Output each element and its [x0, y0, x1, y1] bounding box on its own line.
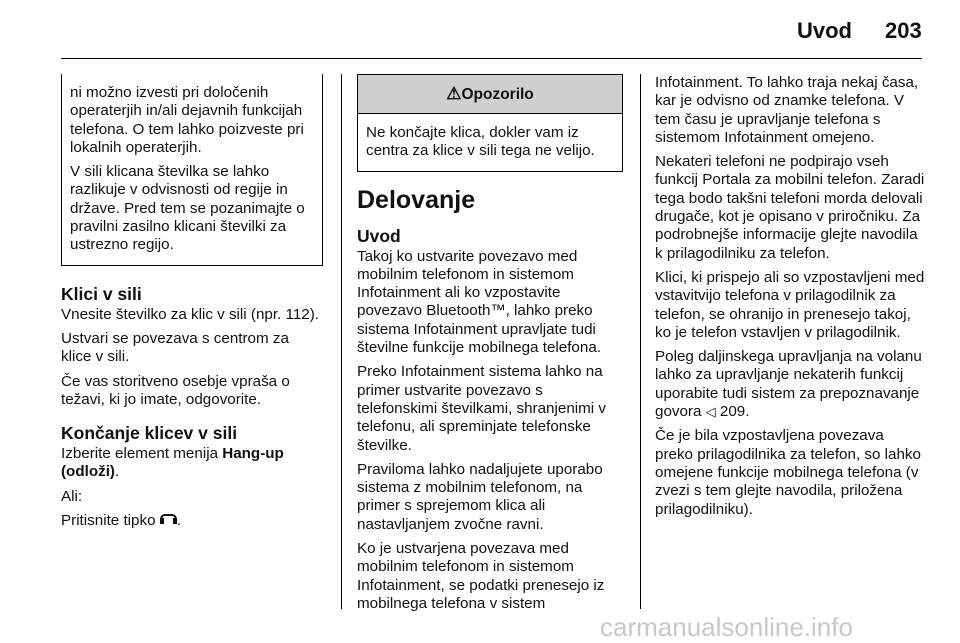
- column-1: [61, 74, 323, 536]
- paragraph: Ali:: [61, 487, 83, 505]
- paragraph: Infotainment. To lahko traja nekaj časa, kar je odvisno od znamke telefona. V tem času je upravljanje telefona s sistemom Infotainment omejeno.: [655, 74, 919, 146]
- warning-box: [357, 74, 623, 172]
- warning-title: Opozorilo: [461, 86, 534, 103]
- page-reference-link[interactable]: 209.: [715, 403, 750, 421]
- paragraph: Poleg daljinskega upravljanja na volanu lahko za upravljanje nekaterih funkcij uporabite tudi sistem za prepoznavanje govora ◁ 209.: [655, 348, 922, 421]
- column-2: [357, 74, 623, 619]
- warning-text: Ne končajte klica, dokler vam iz centra za klice v sili tega ne velijo.: [366, 124, 595, 160]
- warning-icon: ⚠: [446, 84, 462, 103]
- heading-klici-v-sili: Klici v sili: [61, 283, 142, 304]
- heading-delovanje: Delovanje: [357, 185, 476, 214]
- paragraph: Izberite element menija Hang-up (odloži).: [61, 445, 284, 481]
- paragraph: Preko Infotainment sistema lahko na primer ustvarite povezavo s telefonskimi številkami, shranjenimi v telefonu, ali spreminjate telefonske številke.: [357, 363, 606, 454]
- page-reference-arrow-icon: ◁: [705, 404, 716, 420]
- paragraph: Takoj ko ustvarite povezavo med mobilnim telefonom in sistemom Infotainment ali ko vzpostavite povezavo Bluetooth™, lahko preko sistema Infotainment upravljate tudi številne funkcije mobilnega telefona.: [357, 247, 601, 357]
- paragraph: Ustvari se povezava s centrom za klice v sili.: [61, 329, 289, 366]
- note-box: [61, 74, 323, 266]
- paragraph: Klici, ki prispejo ali so vzpostavljeni med vstavitvijo telefona v prilagodilnik za telefon, se ohranijo in prenesejo takoj, ko je telefon vstavljen v prilagodilnik.: [655, 268, 925, 341]
- paragraph: Praviloma lahko nadaljujete uporabo sistema z mobilnim telefonom, na primer s sprejemom klica ali nastavljanjem zvočne ravni.: [357, 460, 603, 533]
- header-rule: [61, 58, 922, 59]
- paragraph: Če je bila vzpostavljena povezava preko prilagodilnika za telefon, so lahko omejene funkcije mobilnega telefona (v zvezi s tem glejte navodila, priložena prilagodilniku).: [655, 427, 921, 518]
- column-3: [655, 74, 925, 525]
- paragraph: Pritisnite tipko .: [61, 512, 181, 530]
- heading-uvod: Uvod: [357, 225, 401, 246]
- column-separator: [640, 74, 641, 609]
- note-paragraph: ni možno izvesti pri določenih operaterjih in/ali dejavnih funkcijah telefona. O tem lahko poizveste pri lokalnih operaterjih.: [70, 84, 304, 156]
- note-paragraph: V sili klicana številka se lahko razlikuje v odvisnosti od regije in države. Pred tem se pozanimajte o pravilni zasilno klicani številki za ustrezno regijo.: [70, 163, 305, 254]
- heading-koncanje-klicev: Končanje klicev v sili: [61, 423, 238, 444]
- paragraph: Če vas storitveno osebje vpraša o težavi, ki jo imate, odgovorite.: [61, 372, 290, 408]
- warning-header: [358, 75, 622, 114]
- column-separator: [341, 74, 342, 609]
- page-header: [0, 0, 960, 60]
- phone-key-icon: [160, 514, 177, 526]
- paragraph: Nekateri telefoni ne podpirajo vseh funkcij Portala za mobilni telefon. Zaradi tega bodo takšni telefoni morda delovali drugače, kot je opisano v priročniku. Za podrobnejše informacije glejte navodila k prilagodilniku za telefon.: [655, 153, 925, 262]
- paragraph: Vnesite številko za klic v sili (npr. 112).: [61, 305, 320, 323]
- menu-item-hang-up: Hang-up (odloži): [61, 445, 284, 481]
- page-number: 203: [885, 18, 922, 43]
- header-title: Uvod: [797, 18, 852, 43]
- watermark: carmanualsonline.info: [600, 612, 853, 642]
- paragraph: Ko je ustvarjena povezava med mobilnim telefonom in sistemom Infotainment, se podatki prenesejo iz mobilnega telefona v sistem: [357, 540, 605, 612]
